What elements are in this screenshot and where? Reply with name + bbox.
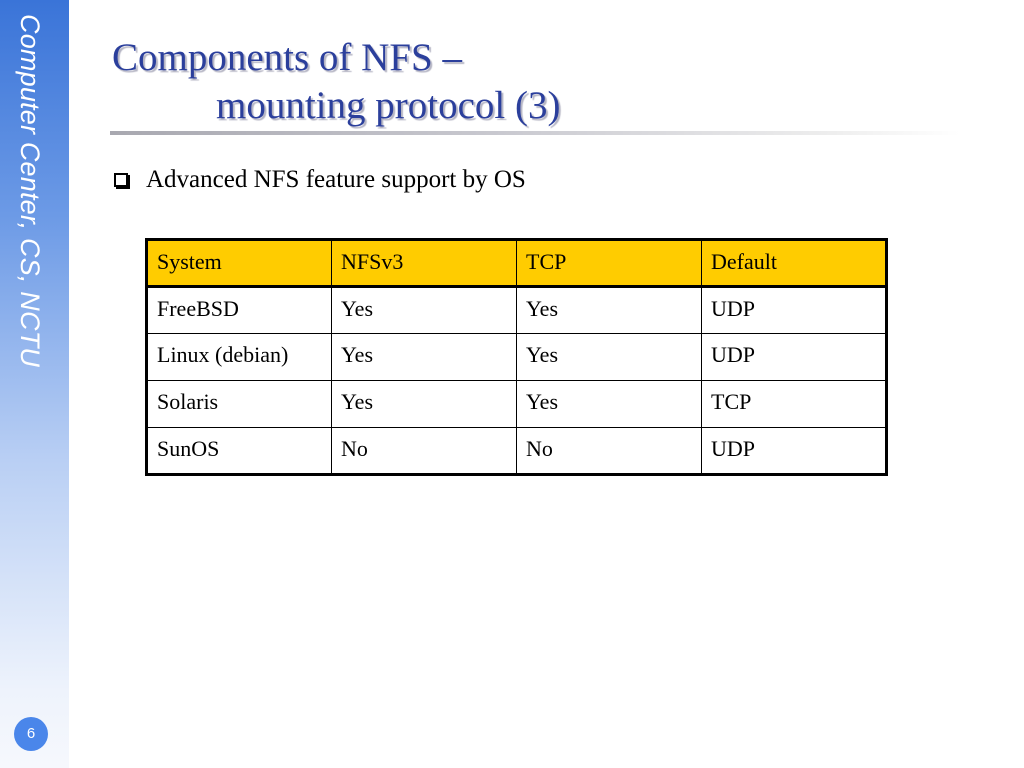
table-header-row xyxy=(147,240,887,287)
title-divider xyxy=(110,131,960,135)
slide-title-line2: mounting protocol (3) xyxy=(216,84,561,127)
table-row xyxy=(147,381,887,428)
table-cell: No xyxy=(517,428,702,475)
table-cell: Yes xyxy=(332,381,517,428)
table-cell: Solaris xyxy=(147,381,332,428)
table-row xyxy=(147,428,887,475)
sidebar-band xyxy=(0,0,69,768)
table-cell: UDP xyxy=(702,428,887,475)
table-cell: SunOS xyxy=(147,428,332,475)
table-cell: TCP xyxy=(702,381,887,428)
feature-support-table xyxy=(145,238,888,476)
table-row xyxy=(147,334,887,381)
table-cell: UDP xyxy=(702,334,887,381)
table-cell: No xyxy=(332,428,517,475)
table-header-cell: TCP xyxy=(517,240,702,287)
table-cell: Linux (debian) xyxy=(147,334,332,381)
table-cell: Yes xyxy=(332,334,517,381)
bullet-text: Advanced NFS feature support by OS xyxy=(146,166,526,193)
table-cell: Yes xyxy=(517,381,702,428)
table-header-cell: Default xyxy=(702,240,887,287)
table-cell: UDP xyxy=(702,287,887,334)
slide-title xyxy=(112,34,560,130)
bullet-item xyxy=(114,166,526,194)
table-cell: FreeBSD xyxy=(147,287,332,334)
table-header-cell: System xyxy=(147,240,332,287)
table-cell: Yes xyxy=(517,287,702,334)
slide-title-line1: Components of NFS – xyxy=(112,36,462,79)
table-cell: Yes xyxy=(332,287,517,334)
checkbox-bullet-icon xyxy=(114,173,128,187)
sidebar-label: Computer Center, CS, NCTU xyxy=(15,14,45,368)
table-row xyxy=(147,287,887,334)
table-header-cell: NFSv3 xyxy=(332,240,517,287)
table-cell: Yes xyxy=(517,334,702,381)
page-number-badge: 6 xyxy=(14,717,48,751)
